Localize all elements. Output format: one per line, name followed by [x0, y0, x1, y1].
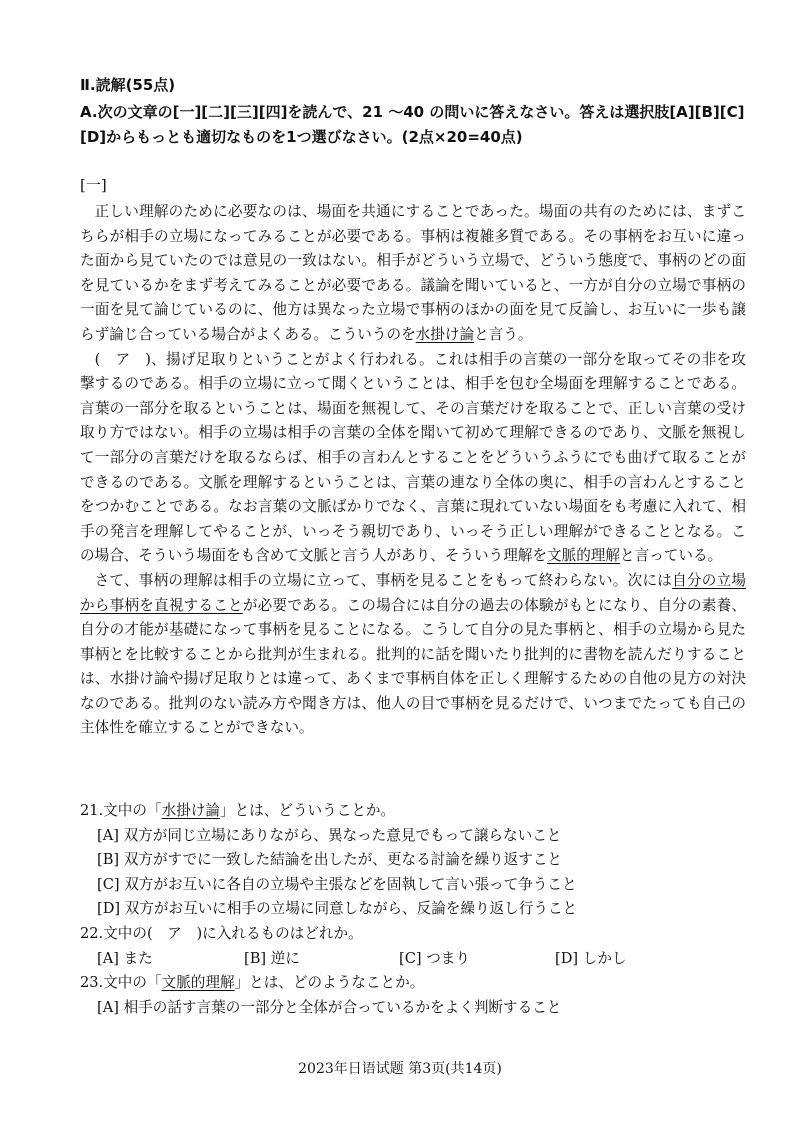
page-footer: 2023年日语试题 第3页(共14页)	[298, 1061, 502, 1077]
paragraph-1-text: 正しい理解のために必要なのは、場面を共通にすることであった。場面の共有のためには、まずこちらが相手の立場になってみることが必要である。事柄は複雑多質である。その事柄をお互いに違った面から見ていたのでは意見の一致はない。相手がどういう立場で、どういう態度で、事柄のどの面を見ているかをまず考えてみることが必要である。議論を聞いていると、一方が自分の立場で事柄の一面を見て論じているのに、他方は異なった立場で事柄のほかの面を見て反論し、お互いに一歩も譲らず論じ合っている場合がよくある。こういうのを	[80, 203, 746, 343]
paragraph-1-end: と言う。	[474, 325, 533, 343]
question-23-stem	[80, 971, 760, 996]
q21-option-d: [D] 双方がお互いに相手の立場に同意しながら、反論を繰り返し行うこと	[97, 900, 578, 918]
reading-passage	[80, 200, 746, 741]
paragraph-2	[80, 348, 746, 569]
q21-stem-prefix: 21.文中の「	[80, 802, 162, 819]
paragraph-2-end: と言っている。	[620, 547, 723, 565]
q23-stem-term: 文脈的理解	[161, 974, 235, 992]
q23-option-a: [A] 相手の話す言葉の一部分と全体が合っているかをよく判断すること	[97, 998, 562, 1016]
underlined-term-bunmyaku: 文脈的理解	[547, 547, 620, 565]
q23-stem-suffix: 」とは、どのようなことか。	[234, 974, 425, 992]
paragraph-3-end: が必要である。この場合には自分の過去の体験がもとになり、自分の素養、自分の才能が基礎になって事柄を見ることになる。こうして自分の見た事柄と、相手の立場から見た事柄とを比較することから批判が生まれる。批判的に話を聞いたり批判的に書物を読んだりすることは、水掛け論や揚げ足取りとは違って、あくまで事柄自体を正しく理解するための自他の見方の対決なのである。批判のない読み方や聞き方は、他人の目で事柄を見るだけで、いつまでたっても自己の主体性を確立することができない。	[80, 596, 746, 737]
q23-stem-prefix: 23.文中の「	[80, 974, 162, 992]
section-title: Ⅱ.読解(55点)	[80, 76, 176, 94]
underlined-phrase-chokushi: 自分の立場から事柄を直視すること	[80, 571, 746, 614]
q21-stem-suffix: 」とは、どういうことか。	[219, 802, 396, 819]
q22-option-c: [C] つまり	[399, 949, 470, 967]
question-21-stem	[80, 799, 760, 824]
underlined-term-mizukakeron: 水掛け論	[415, 325, 475, 343]
q22-option-a: [A] また	[97, 949, 153, 967]
question-22-stem: 22.文中の( ア )に入れるものはどれか。	[80, 924, 363, 942]
q22-option-d: [D] しかし	[555, 949, 627, 967]
paragraph-1	[80, 200, 746, 348]
q22-options	[80, 947, 760, 972]
questions-block	[80, 799, 760, 1020]
paragraph-3	[80, 569, 746, 741]
q21-option-b: [B] 双方がすでに一致した結論を出したが、更なる討論を繰り返すこと	[97, 851, 563, 869]
passage-marker: [一]	[80, 176, 107, 194]
q21-stem-term: 水掛け論	[161, 802, 220, 819]
q22-option-b: [B] 逆に	[244, 949, 300, 967]
paragraph-3-text: さて、事柄の理解は相手の立場に立って、事柄を見ることをもって終わらない。次には	[94, 571, 673, 589]
q21-option-c: [C] 双方がお互いに各自の立場や主張などを固執して言い張って争うこと	[97, 875, 577, 893]
paragraph-2-text: ( ア )、揚げ足取りということがよく行われる。これは相手の言葉の一部分を取ってその非を攻撃するのである。相手の立場に立って聞くということは、相手を包む全場面を理解することである。言葉の一部分を取るということは、場面を無視して、その言葉だけを取ることで、正しい言葉の受け取り方ではない。相手の立場は相手の言葉の全体を聞いて初めて理解できるのであり、文脈を無視して一部分の言葉だけを取るならば、相手の言わんとすることをどういうふうにでも曲げて取ることができるのである。文脈を理解するということは、言葉の連なり全体の奥に、相手の言わんとすることをつかむことである。なお言葉の文脈ばかりでなく、言葉に現れていない場面をも考慮に入れて、相手の発言を理解してやることが、いっそう親切であり、いっそう正しい理解ができることとなる。この場合、そういう場面をも含めて文脈と言う人があり、そういう理解を	[80, 350, 746, 565]
q21-option-a: [A] 双方が同じ立場にありながら、異なった意見でもって譲らないこと	[97, 826, 562, 844]
instruction-text: A.次の文章の[一][二][三][四]を読んで、21 ～40 の問いに答えなさい。答えは選択肢[A][B][C][D]からもっとも適切なものを1つ選びなさい。(2点×20=40点)	[80, 103, 745, 146]
